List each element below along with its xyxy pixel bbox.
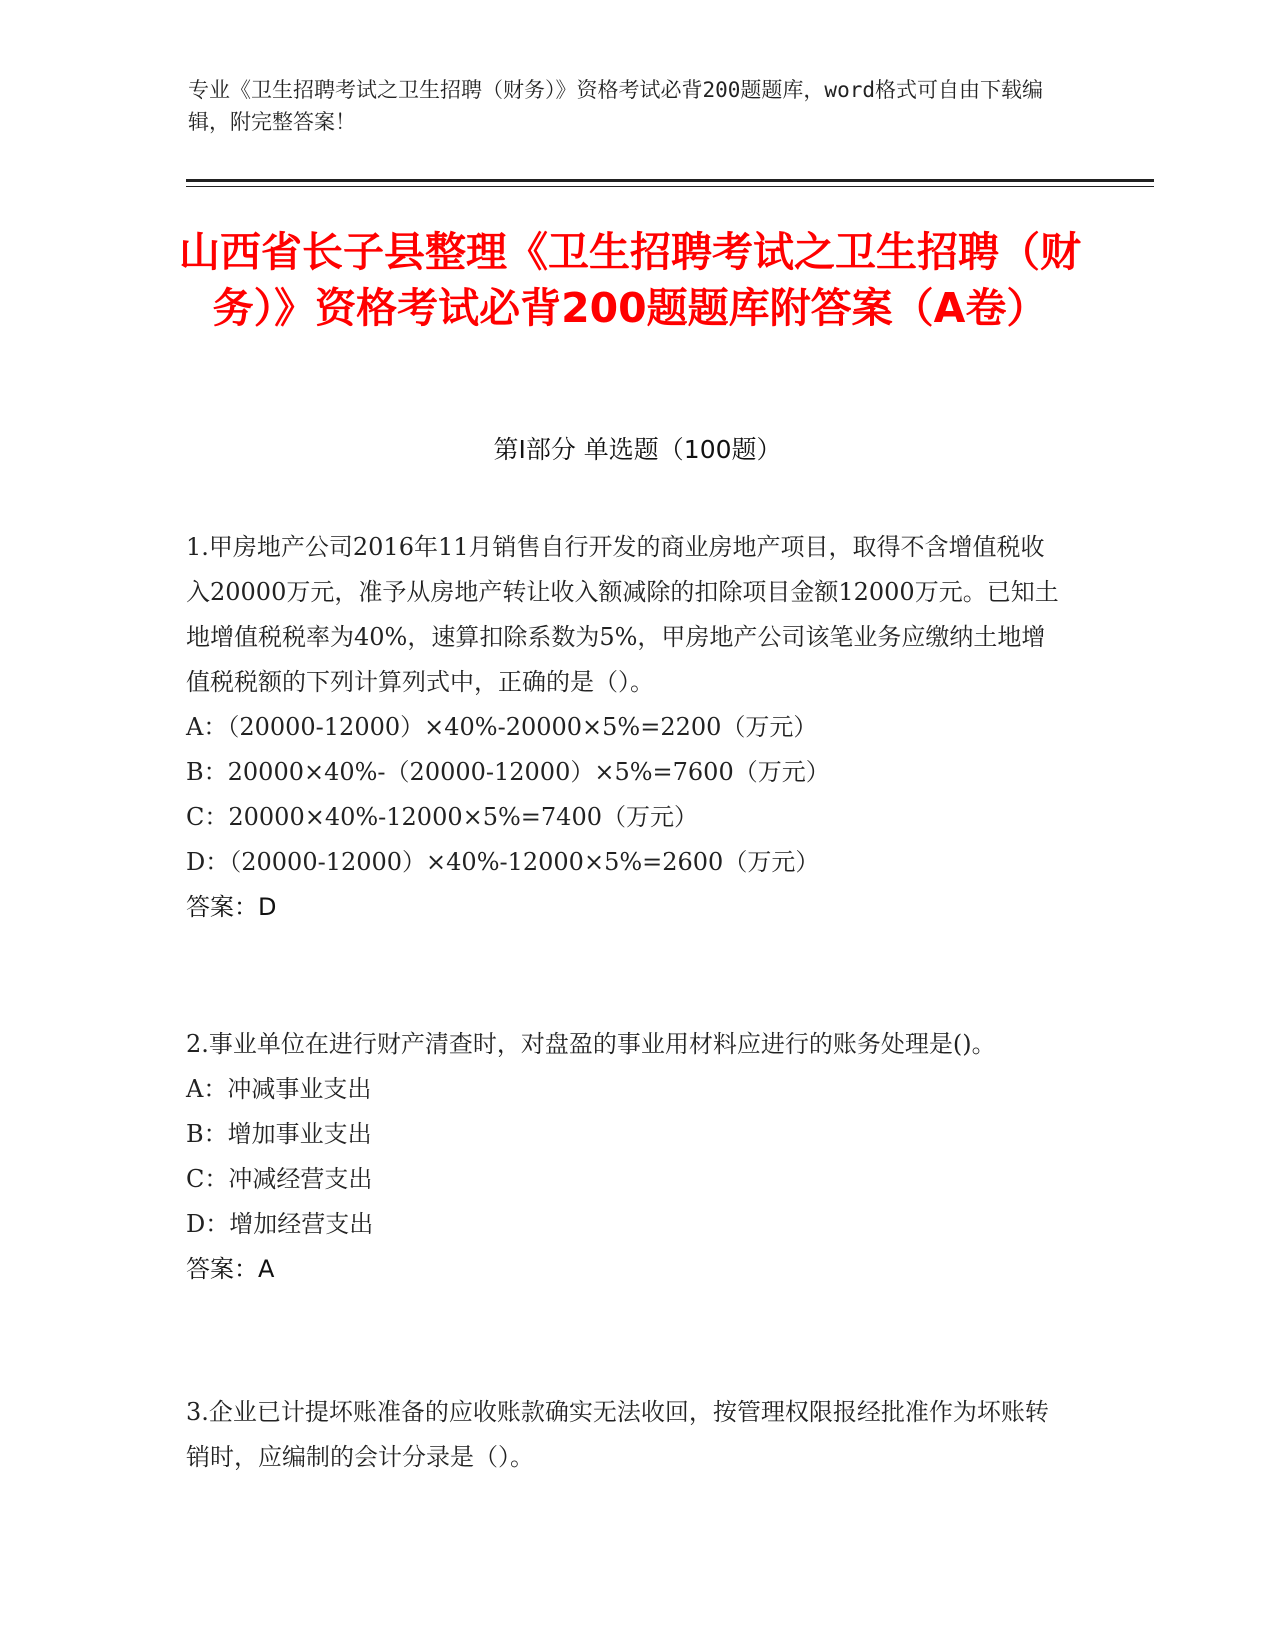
question-3	[186, 1390, 1066, 1480]
option-c: C：20000×40%-12000×5%=7400（万元）	[186, 803, 698, 831]
question-stem: 3.企业已计提坏账准备的应收账款确实无法收回，按管理权限报经批准作为坏账转销时，应编制的会计分录是（）。	[186, 1398, 1049, 1471]
option-d: D：增加经营支出	[186, 1210, 374, 1238]
section-title: 第I部分 单选题（100题）	[493, 435, 782, 464]
question-stem: 2.事业单位在进行财产清查时，对盘盈的事业用材料应进行的账务处理是()。	[186, 1030, 996, 1058]
option-b: B：增加事业支出	[186, 1120, 372, 1148]
option-a: A：（20000-12000）×40%-20000×5%=2200（万元）	[186, 713, 818, 741]
question-2	[186, 1022, 1066, 1292]
option-a: A：冲减事业支出	[186, 1075, 372, 1103]
answer-line: 答案：A	[186, 1255, 275, 1283]
answer-line: 答案：D	[186, 893, 277, 921]
question-1	[186, 525, 1066, 930]
header-divider-thin	[186, 186, 1154, 187]
header-divider-thick	[186, 179, 1154, 182]
option-d: D：（20000-12000）×40%-12000×5%=2600（万元）	[186, 848, 820, 876]
document-title: 山西省长子县整理《卫生招聘考试之卫生招聘（财务）》资格考试必背200题题库附答案（A卷）	[179, 228, 1081, 332]
question-stem: 1.甲房地产公司2016年11月销售自行开发的商业房地产项目，取得不含增值税收入20000万元，准予从房地产转让收入额减除的扣除项目金额12000万元。已知土地增值税税率为40%，速算扣除系数为5%，甲房地产公司该笔业务应缴纳土地增值税税额的下列计算列式中，正确的是（）。	[186, 533, 1059, 696]
header-note: 专业《卫生招聘考试之卫生招聘（财务）》资格考试必背200题题库，word格式可自由下载编辑，附完整答案！	[188, 78, 1043, 134]
option-c: C：冲减经营支出	[186, 1165, 373, 1193]
option-b: B：20000×40%-（20000-12000）×5%=7600（万元）	[186, 758, 830, 786]
